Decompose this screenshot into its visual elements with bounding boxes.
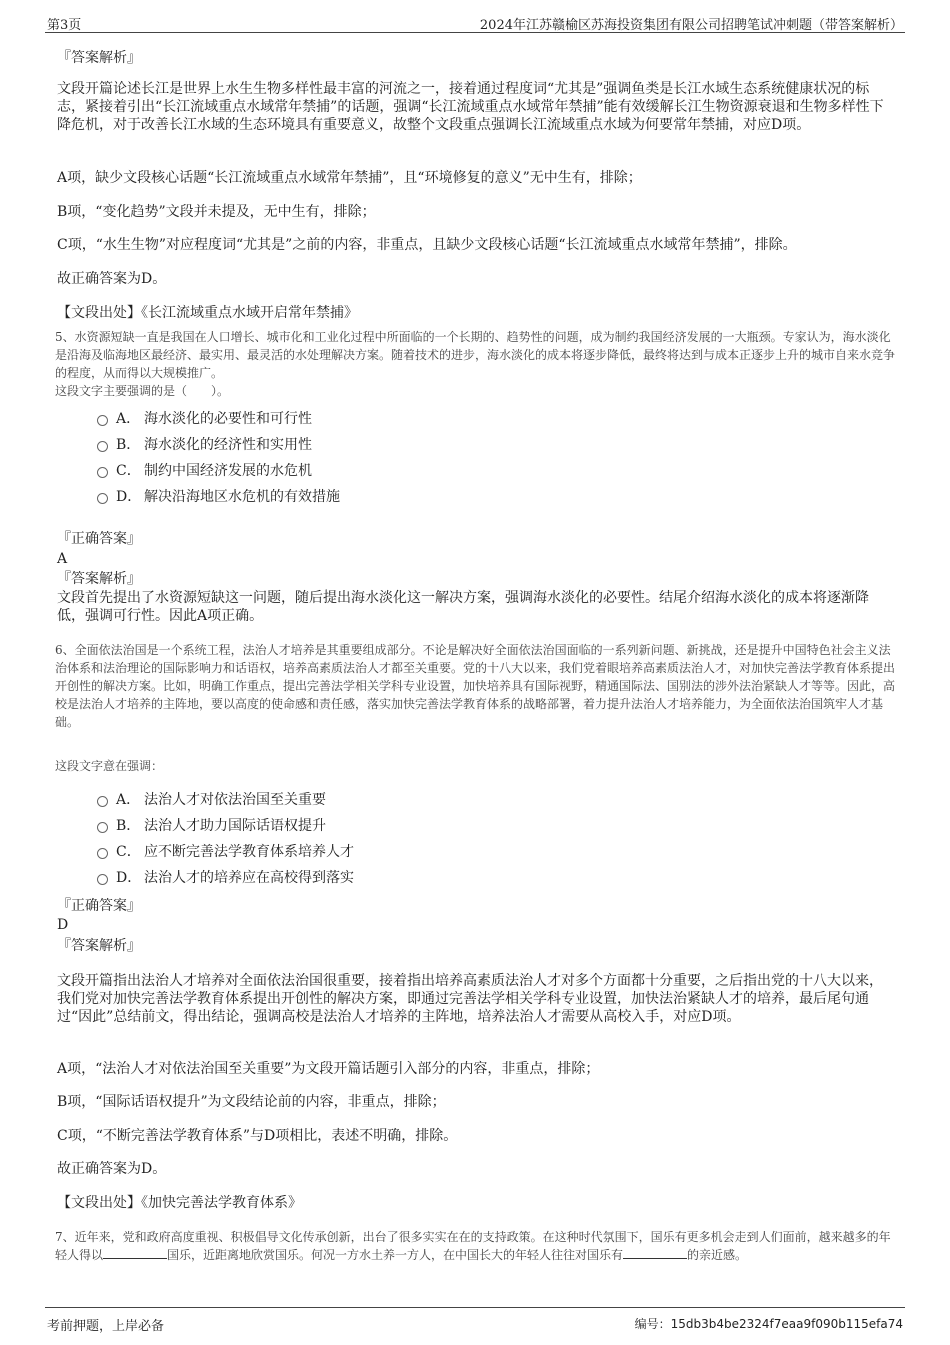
q4-analysis-option-c: C项，“水生生物”对应程度词“尤其是”之前的内容，非重点，且缺少文段核心话题“长江流域重点水域常年禁捕”，排除。 (57, 237, 797, 253)
q5-analysis-label: 『答案解析』 (57, 571, 141, 587)
radio-icon[interactable] (97, 874, 108, 885)
page-number: 第3页 (47, 18, 82, 33)
q7-blank-2 (623, 1246, 687, 1259)
q6-option-b[interactable] (97, 817, 326, 835)
q6-question: 这段文字意在强调： (55, 759, 164, 773)
document-title: 2024年江苏赣榆区苏海投资集团有限公司招聘笔试冲刺题（带答案解析） (479, 18, 903, 33)
q6-source: 【文段出处】《加快完善法学教育体系》 (57, 1195, 302, 1211)
q7-stem-part1: 7、近年来，党和政府高度重视、积极倡导文化传承创新，出台了很多实实在在的支持政策。在这种时代氛围下，国乐有更多机会走到人们面前，越来越多的年轻人得以 (55, 1230, 891, 1262)
option-key: B． (116, 437, 141, 453)
option-text: 法治人才助力国际话语权提升 (144, 818, 326, 834)
option-text: 法治人才的培养应在高校得到落实 (144, 870, 354, 886)
q4-analysis-label: 『答案解析』 (57, 50, 141, 66)
option-key: C． (116, 463, 141, 479)
q5-stem: 5、水资源短缺一直是我国在人口增长、城市化和工业化过程中所面临的一个长期的、趋势性的问题，成为制约我国经济发展的一大瓶颈。专家认为，海水淡化是沿海及临海地区最经济、最实用、最灵活的水处理解决方案。随着技术的进步，海水淡化的成本将逐步降低，最终将达到与成本正逐步上升的城市自来水竞争的程度，从而得以大规模推广。 (55, 330, 896, 380)
q4-analysis-option-a: A项，缺少文段核心话题“长江流域重点水域常年禁捕”，且“环境修复的意义”无中生有，排除； (57, 170, 642, 186)
q5-option-a[interactable] (97, 410, 312, 428)
option-key: D． (116, 489, 142, 505)
option-text: 海水淡化的必要性和可行性 (144, 411, 312, 427)
q6-option-a[interactable] (97, 791, 326, 809)
q5-option-c[interactable] (97, 462, 312, 480)
q6-option-c[interactable] (97, 843, 354, 861)
q7-stem (55, 1228, 895, 1264)
code-label: 编号： (634, 1317, 671, 1331)
q7-stem-part2: 国乐，近距离地欣赏国乐。何况一方水土养一方人，在中国长大的年轻人往往对国乐有 (167, 1248, 624, 1262)
q7-blank-1 (103, 1246, 167, 1259)
q4-source: 【文段出处】《长江流域重点水域开启常年禁捕》 (57, 305, 358, 321)
radio-icon[interactable] (97, 822, 108, 833)
radio-icon[interactable] (97, 848, 108, 859)
radio-icon[interactable] (97, 441, 108, 452)
q6-analysis-option-b: B项，“国际话语权提升”为文段结论前的内容，非重点，排除； (57, 1094, 446, 1110)
q6-answer-label: 『正确答案』 (57, 898, 141, 914)
option-key: D． (116, 870, 142, 886)
q5-option-d[interactable] (97, 488, 340, 506)
footer-slogan: 考前押题，上岸必备 (47, 1319, 165, 1334)
q5-option-b[interactable] (97, 436, 312, 454)
q6-analysis-option-c: C项，“不断完善法学教育体系”与D项相比，表述不明确，排除。 (57, 1128, 458, 1144)
document-code (635, 1315, 903, 1332)
q6-option-d[interactable] (97, 869, 354, 887)
q6-analysis-option-a: A项，“法治人才对依法治国至关重要”为文段开篇话题引入部分的内容，非重点，排除； (57, 1061, 600, 1077)
q4-analysis-option-b: B项，“变化趋势”文段并未提及，无中生有，排除； (57, 204, 376, 220)
page-footer (45, 1307, 905, 1334)
q5-analysis: 文段首先提出了水资源短缺这一问题，随后提出海水淡化这一解决方案，强调海水淡化的必要性。结尾介绍海水淡化的成本将逐渐降低，强调可行性。因此A项正确。 (57, 590, 869, 624)
option-text: 海水淡化的经济性和实用性 (144, 437, 312, 453)
option-key: B． (116, 818, 141, 834)
code-value: 15db3b4be2324f7eaa9f090b115efa74 (670, 1317, 903, 1331)
q6-analysis-label: 『答案解析』 (57, 938, 141, 954)
q5-answer: A (57, 551, 68, 567)
q4-analysis-paragraph: 文段开篇论述长江是世界上水生生物多样性最丰富的河流之一，接着通过程度词“尤其是”强调鱼类是长江水域生态系统健康状况的标志，紧接着引出“长江流域重点水域常年禁捕”的话题，强调“长江流域重点水域常年禁捕”能有效缓解长江生物资源衰退和生物多样性下降危机，对于改善长江水域的生态环境具有重要意义，故整个文段重点强调长江流域重点水域为何要常年禁捕，对应D项。 (57, 81, 884, 133)
radio-icon[interactable] (97, 493, 108, 504)
radio-icon[interactable] (97, 467, 108, 478)
q5-answer-label: 『正确答案』 (57, 531, 141, 547)
option-key: A． (116, 792, 141, 808)
option-text: 法治人才对依法治国至关重要 (144, 792, 326, 808)
option-key: A． (116, 411, 141, 427)
radio-icon[interactable] (97, 796, 108, 807)
q6-conclusion: 故正确答案为D。 (57, 1161, 167, 1177)
q6-analysis-paragraph: 文段开篇指出法治人才培养对全面依法治国很重要，接着指出培养高素质法治人才对多个方面都十分重要，之后指出党的十八大以来，我们党对加快完善法学教育体系提出开创性的解决方案，即通过完善法学相关学科专业设置，加快法治紧缺人才的培养，最后尾句通过“因此”总结前文，得出结论，强调高校是法治人才培养的主阵地，培养法治人才需要从高校入手，对应D项。 (57, 973, 883, 1025)
page-header (45, 12, 905, 33)
radio-icon[interactable] (97, 415, 108, 426)
q6-stem: 6、全面依法治国是一个系统工程，法治人才培养是其重要组成部分。不论是解决好全面依法治国面临的一系列新问题、新挑战，还是提升中国特色社会主义法治体系和法治理论的国际影响力和话语权，培养高素质法治人才都至关重要。党的十八大以来，我们党着眼培养高素质法治人才，对加快完善法学教育体系提出开创性的解决方案。比如，明确工作重点，提出完善法学相关学科专业设置，加快培养具有国际视野，精通国际法、国别法的涉外法治紧缺人才等等。因此，高校是法治人才培养的主阵地，要以高度的使命感和责任感，落实加快完善法学教育体系的战略部署，着力提升法治人才培养能力，为全面依法治国筑牢人才基础。 (55, 643, 896, 729)
option-text: 制约中国经济发展的水危机 (144, 463, 312, 479)
q6-answer: D (57, 917, 69, 933)
q5-question: 这段文字主要强调的是（ ）。 (55, 384, 230, 398)
option-text: 解决沿海地区水危机的有效措施 (144, 489, 340, 505)
q7-stem-part3: 的亲近感。 (687, 1248, 748, 1262)
option-key: C． (116, 844, 141, 860)
q4-conclusion: 故正确答案为D。 (57, 271, 167, 287)
option-text: 应不断完善法学教育体系培养人才 (144, 844, 354, 860)
